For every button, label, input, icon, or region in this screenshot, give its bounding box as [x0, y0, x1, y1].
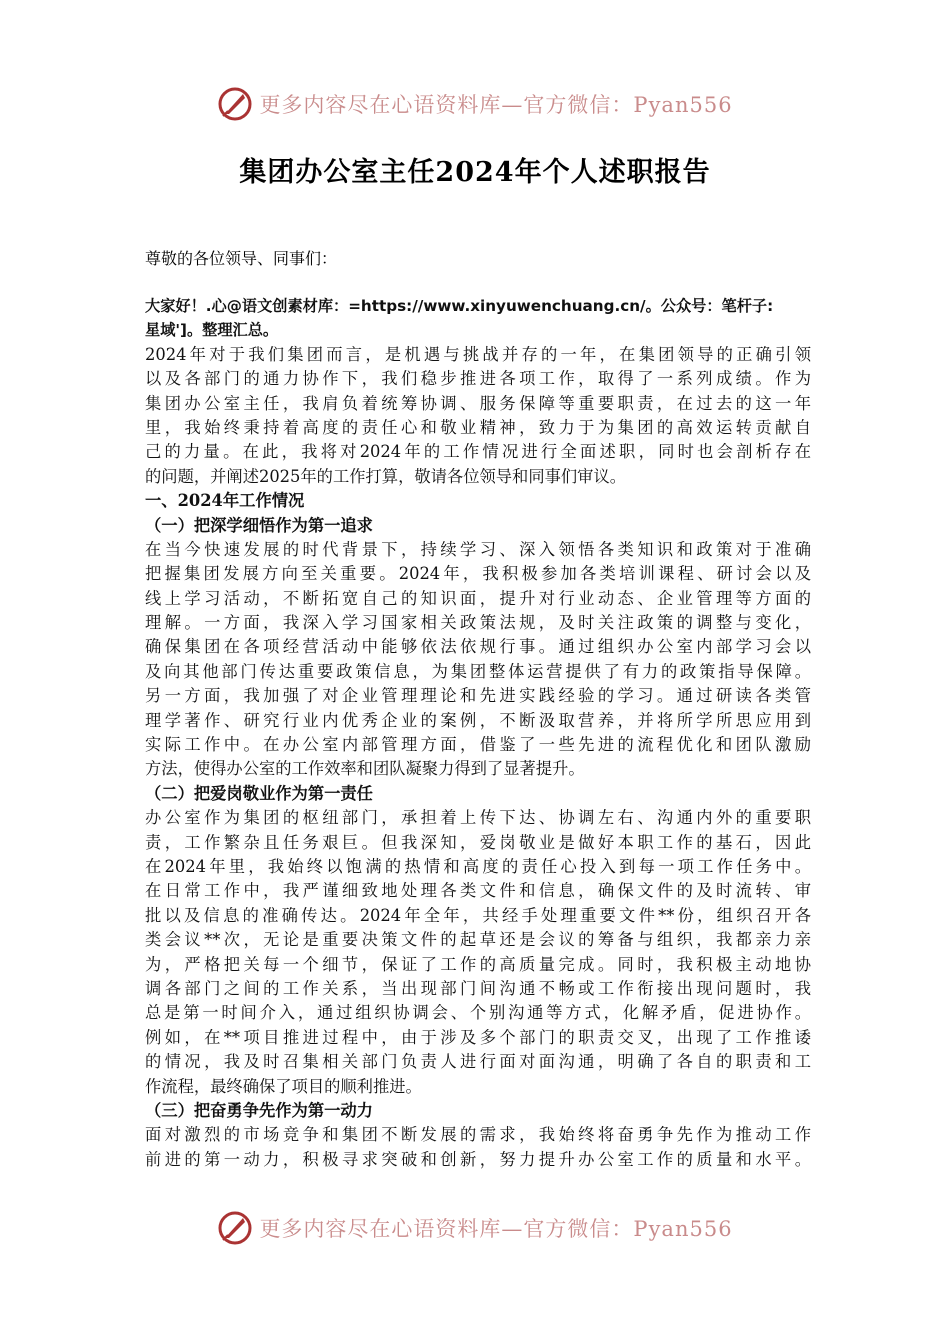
paragraph-line: 及向其他部门传达重要政策信息，为集团整体运营提供了有力的政策指导保障。	[145, 661, 811, 681]
paragraph-line: 己的力量。在此，我将对2024年的工作情况进行全面述职，同时也会剖析存在	[145, 442, 811, 462]
paragraph-line: 责，工作繁杂且任务艰巨。但我深知，爱岗敬业是做好本职工作的基石，因此	[145, 832, 811, 852]
paragraph-line: 总是第一时间介入，通过组织协调会、个别沟通等方式，化解矛盾，促进协作。	[145, 1003, 811, 1023]
paragraph-line: 以及各部门的通力协作下，我们稳步推进各项工作，取得了一系列成绩。作为	[145, 369, 811, 389]
paragraph-line: 线上学习活动，不断拓宽自己的知识面，提升对行业动态、企业管理等方面的	[145, 588, 811, 608]
paragraph-line: 确保集团在各项经营活动中能够依法依规行事。通过组织办公室内部学习会以	[145, 637, 811, 657]
intro-line: 星域']。整理汇总。	[145, 321, 279, 340]
paragraph-line: 的问题，并阐述2025年的工作打算，敬请各位领导和同事们审议。	[145, 466, 627, 486]
paragraph-line: 类会议**次，无论是重要决策文件的起草还是会议的筹备与组织，我都亲力亲	[145, 930, 811, 950]
paragraph-line: 理学著作、研究行业内优秀企业的案例，不断汲取营养，并将所学所思应用到	[145, 710, 811, 730]
document-title: 集团办公室主任2024年个人述职报告	[239, 157, 711, 188]
document-body	[145, 294, 811, 1172]
paragraph-line: 理解。一方面，我深入学习国家相关政策法规，及时关注政策的调整与变化，	[145, 613, 811, 633]
quill-logo-icon	[217, 1210, 253, 1246]
footer-banner-text: 更多内容尽在心语资料库—官方微信：Pyan556	[259, 1217, 733, 1241]
header-banner	[0, 84, 950, 124]
paragraph-line: 在当今快速发展的时代背景下，持续学习、深入领悟各类知识和政策对于准确	[145, 539, 811, 559]
quill-logo-icon	[217, 86, 253, 122]
paragraph-line: 例如，在**项目推进过程中，由于涉及多个部门的职责交叉，出现了工作推诿	[145, 1027, 811, 1047]
paragraph-line: 的情况，我及时召集相关部门负责人进行面对面沟通，明确了各自的职责和工	[145, 1052, 811, 1072]
header-banner-text: 更多内容尽在心语资料库—官方微信：Pyan556	[259, 93, 733, 117]
paragraph-line: 集团办公室主任，我肩负着统筹协调、服务保障等重要职责，在过去的这一年	[145, 393, 811, 413]
paragraph-line: 实际工作中。在办公室内部管理方面，借鉴了一些先进的流程优化和团队激励	[145, 735, 811, 755]
footer-banner	[0, 1208, 950, 1248]
subsection-heading: （一）把深学细悟作为第一追求	[145, 515, 373, 535]
paragraph-line: 里，我始终秉持着高度的责任心和敬业精神，致力于为集团的高效运转贡献自	[145, 417, 811, 437]
section-heading: 一、2024年工作情况	[145, 491, 305, 511]
subsection-heading: （二）把爱岗敬业作为第一责任	[145, 783, 373, 803]
paragraph-line: 前进的第一动力，积极寻求突破和创新，努力提升办公室工作的质量和水平。	[145, 1149, 811, 1169]
paragraph-line: 2024年对于我们集团而言，是机遇与挑战并存的一年，在集团领导的正确引领	[145, 344, 811, 364]
paragraph-line: 批以及信息的准确传达。2024年全年，共经手处理重要文件**份，组织召开各	[145, 905, 811, 925]
subsection-heading: （三）把奋勇争先作为第一动力	[145, 1100, 373, 1120]
paragraph-line: 方法，使得办公室的工作效率和团队凝聚力得到了显著提升。	[145, 759, 585, 779]
paragraph-line: 调各部门之间的工作关系，当出现部门间沟通不畅或工作衔接出现问题时，我	[145, 978, 811, 998]
greeting: 尊敬的各位领导、同事们：	[145, 249, 338, 268]
paragraph-line: 作流程，最终确保了项目的顺利推进。	[145, 1076, 422, 1096]
paragraph-line: 面对激烈的市场竞争和集团不断发展的需求，我始终将奋勇争先作为推动工作	[145, 1125, 811, 1145]
paragraph-line: 另一方面，我加强了对企业管理理论和先进实践经验的学习。通过研读各类管	[145, 686, 811, 706]
paragraph-line: 为，严格把关每一个细节，保证了工作的高质量完成。同时，我积极主动地协	[145, 954, 811, 974]
paragraph-line: 办公室作为集团的枢纽部门，承担着上传下达、协调左右、沟通内外的重要职	[145, 808, 811, 828]
paragraph-line: 在日常工作中，我严谨细致地处理各类文件和信息，确保文件的及时流转、审	[145, 881, 811, 901]
intro-line: 大家好！.心@语文创素材库：=https://www.xinyuwenchuang.cn/。公众号：笔杆子:	[145, 297, 774, 315]
paragraph-line: 把握集团发展方向至关重要。2024年，我积极参加各类培训课程、研讨会以及	[145, 564, 811, 584]
paragraph-line: 在2024年里，我始终以饱满的热情和高度的责任心投入到每一项工作任务中。	[145, 856, 811, 876]
